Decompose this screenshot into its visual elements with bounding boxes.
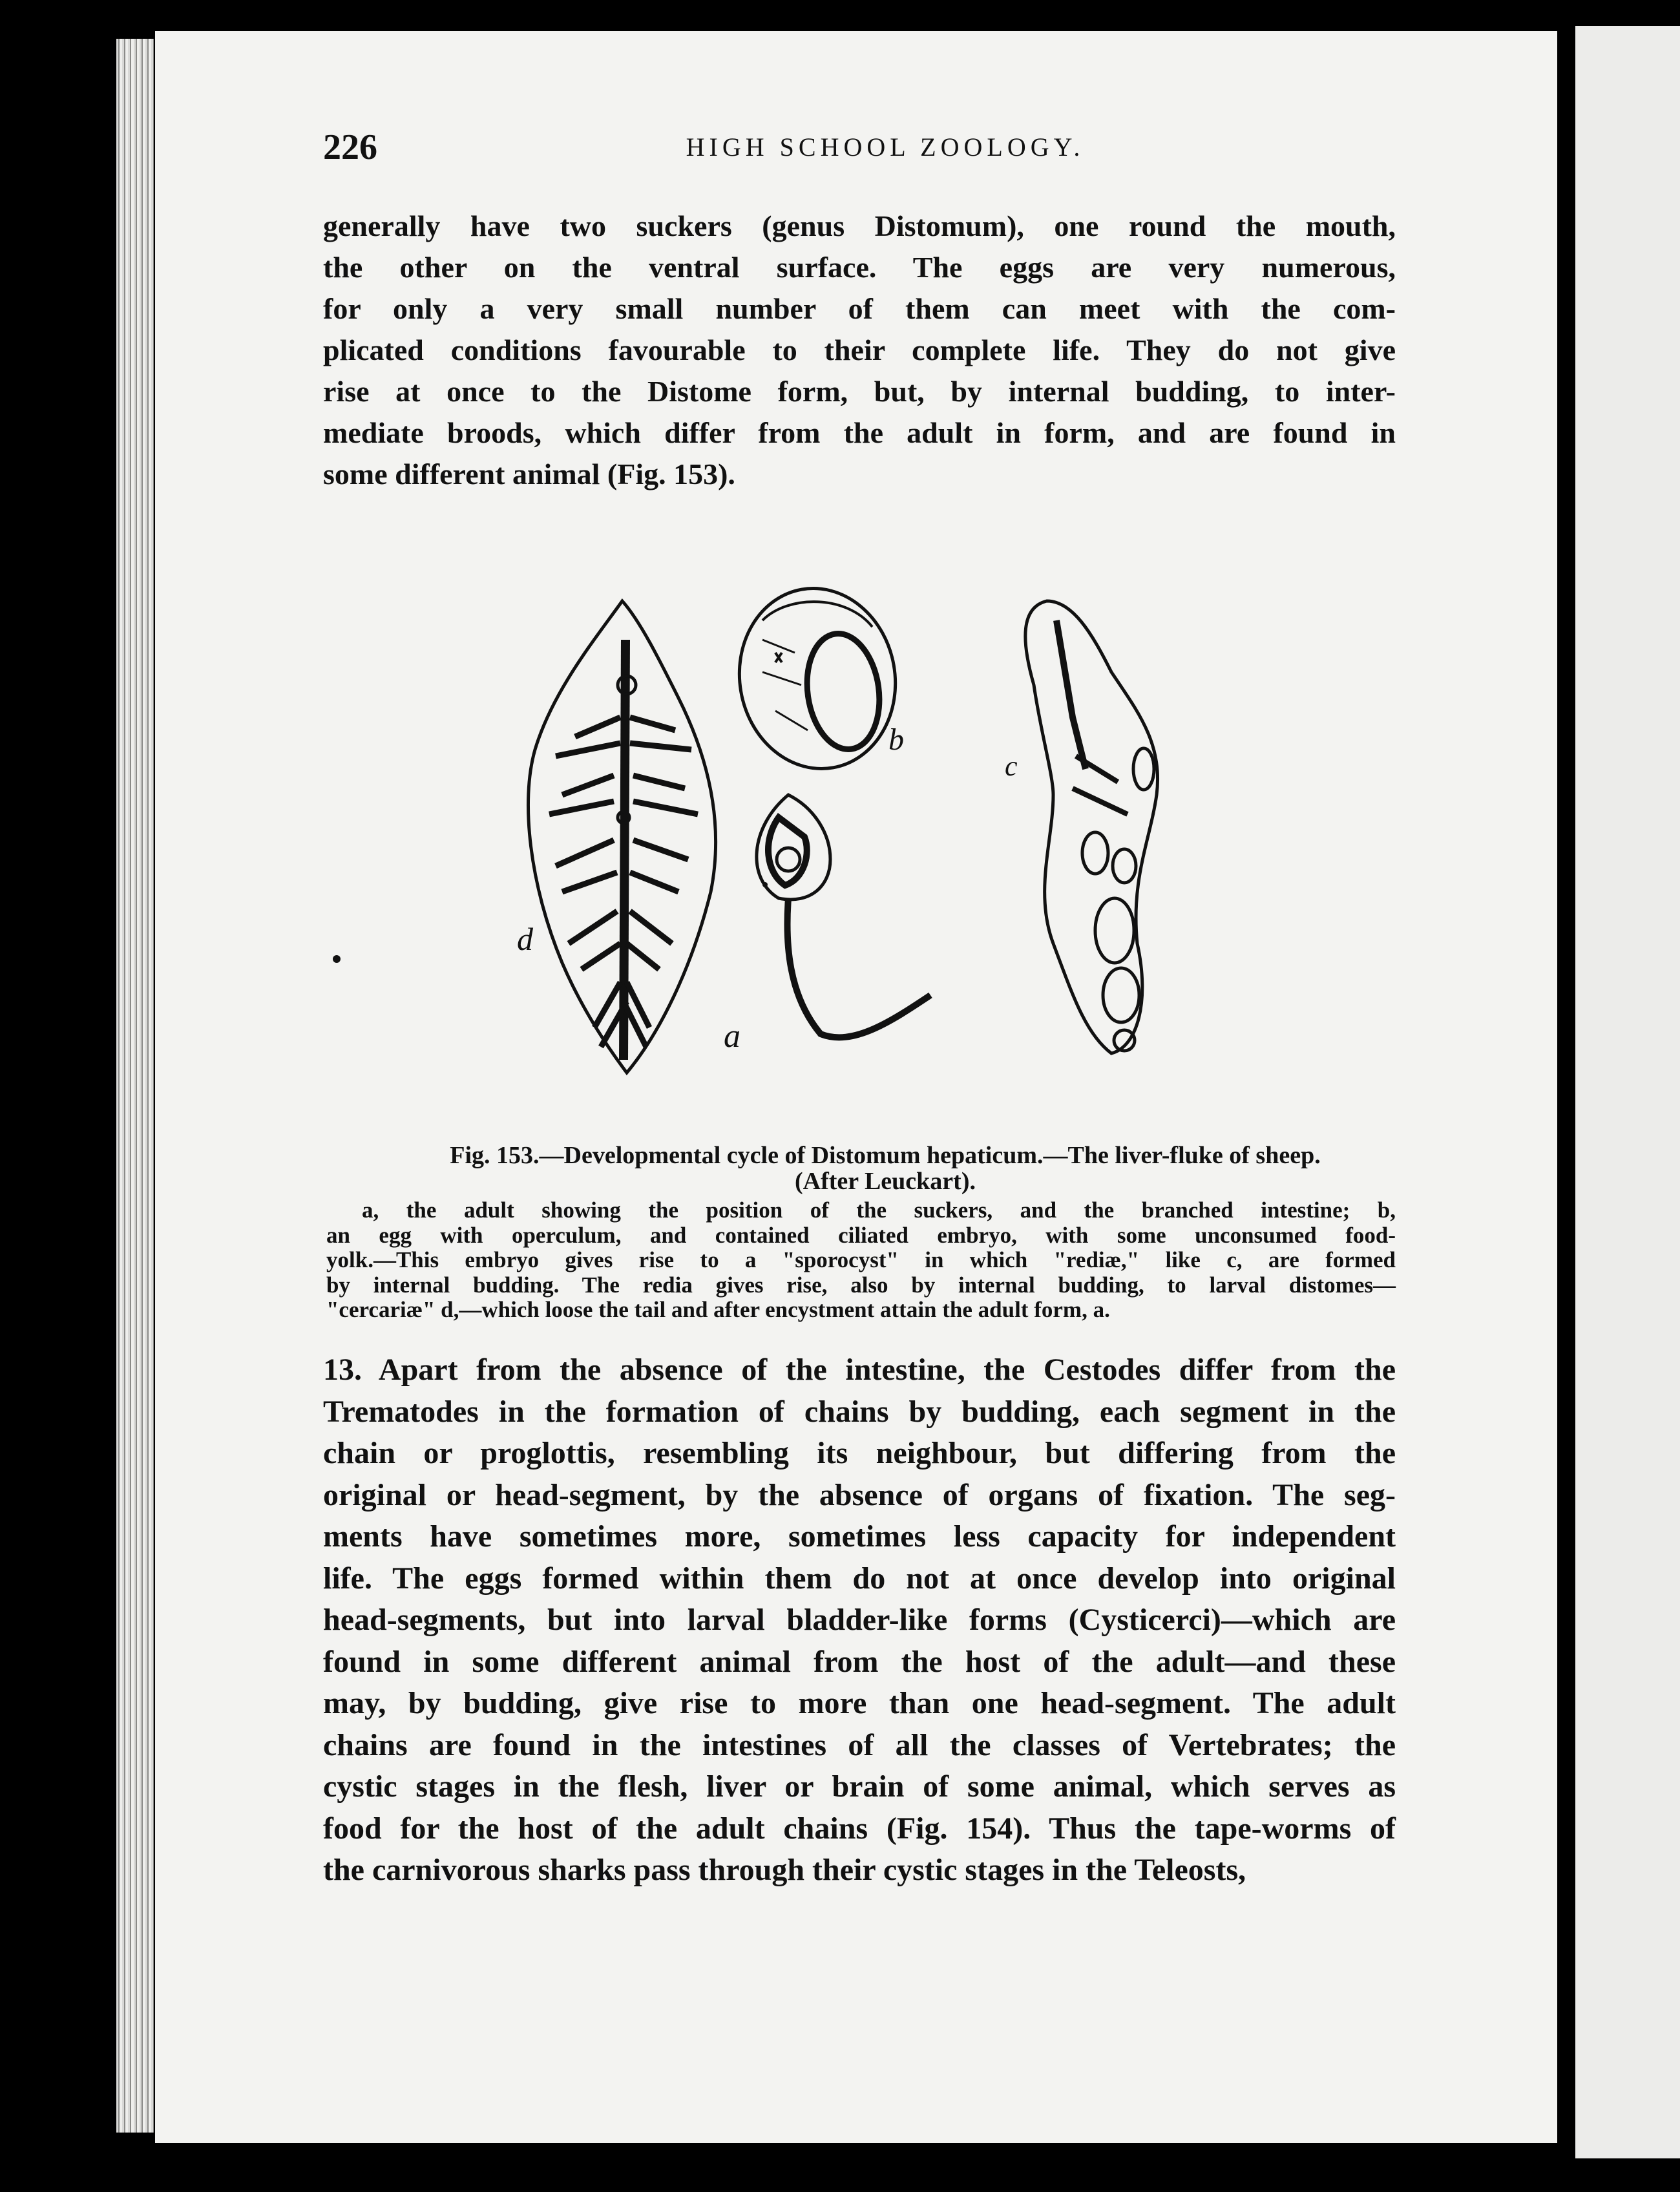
running-title: HIGH SCHOOL ZOOLOGY. <box>686 132 1085 162</box>
text-line: the carnivorous sharks pass through their cystic stages in the Teleosts, <box>323 1853 1246 1887</box>
text-line: plicated conditions favourable to their complete life. They do not give <box>323 333 1396 366</box>
text-line: for only a very small number of them can meet with the com- <box>323 292 1396 325</box>
page-number: 226 <box>323 127 377 167</box>
caption-line: an egg with operculum, and contained ciliated embryo, with some unconsumed food- <box>326 1222 1396 1248</box>
figure-153-illustration <box>517 582 1202 1150</box>
figure-label-a: a <box>724 1018 740 1055</box>
text-line: found in some different animal from the host of the adult—and these <box>323 1644 1396 1679</box>
ink-speck <box>762 882 768 887</box>
text-line: the other on the ventral surface. The eggs are very numerous, <box>323 251 1396 284</box>
caption-line: "cercariæ" d,—which loose the tail and after encystment attain the adult form, a. <box>326 1297 1110 1322</box>
figure-label-b: b <box>888 722 904 757</box>
caption-line: a, the adult showing the position of the suckers, and the branched intestine; b, <box>362 1197 1396 1223</box>
text-line: life. The eggs formed within them do not at once develop into original <box>323 1561 1396 1596</box>
text-line: head-segments, but into larval bladder-like forms (Cysticerci)—which are <box>323 1603 1396 1637</box>
paragraph-1 <box>323 206 1396 495</box>
caption-line: yolk.—This embryo gives rise to a "sporocyst" in which "rediæ," like c, are formed <box>326 1247 1396 1272</box>
text-line: food for the host of the adult chains (Fig. 154). Thus the tape-worms of <box>323 1811 1396 1846</box>
cercaria-drawing <box>757 795 930 1037</box>
page-stack-edge <box>116 39 154 2133</box>
text-line: ments have sometimes more, sometimes less capacity for independent <box>323 1519 1396 1554</box>
text-line: cystic stages in the flesh, liver or brain of some animal, which serves as <box>323 1769 1396 1804</box>
paragraph-2 <box>323 1349 1396 1892</box>
egg-drawing <box>726 582 910 781</box>
ink-speck <box>333 955 341 963</box>
figure-caption-credit: (After Leuckart). <box>795 1168 976 1195</box>
redia-drawing <box>1025 601 1158 1053</box>
text-line: chain or proglottis, resembling its neighbour, but differing from the <box>323 1436 1396 1470</box>
figure-label-d: d <box>517 921 533 957</box>
text-line: generally have two suckers (genus Distomum), one round the mouth, <box>323 209 1396 242</box>
figure-caption-body <box>326 1198 1396 1323</box>
text-line: may, by budding, give rise to more than one head-segment. The adult <box>323 1686 1396 1720</box>
figure-caption-title: Fig. 153.—Developmental cycle of Distomum hepaticum.—The liver-fluke of sheep. <box>450 1142 1321 1169</box>
text-line: chains are found in the intestines of all the classes of Vertebrates; the <box>323 1727 1396 1762</box>
caption-line: by internal budding. The redia gives rise, also by internal budding, to larval distomes— <box>326 1272 1396 1298</box>
page-header <box>323 127 1447 172</box>
adult-fluke-drawing <box>528 601 715 1073</box>
text-line: Trematodes in the formation of chains by budding, each segment in the <box>323 1394 1396 1429</box>
text-line: original or head-segment, by the absence of organs of fixation. The seg- <box>323 1477 1396 1512</box>
text-line: rise at once to the Distome form, but, by internal budding, to inter- <box>323 375 1396 408</box>
text-line: some different animal (Fig. 153). <box>323 458 735 490</box>
facing-page-edge <box>1575 26 1680 2158</box>
figure-label-c: c <box>1005 750 1018 782</box>
text-line: 13. Apart from the absence of the intestine, the Cestodes differ from the <box>323 1353 1396 1387</box>
text-line: mediate broods, which differ from the adult in form, and are found in <box>323 416 1396 449</box>
